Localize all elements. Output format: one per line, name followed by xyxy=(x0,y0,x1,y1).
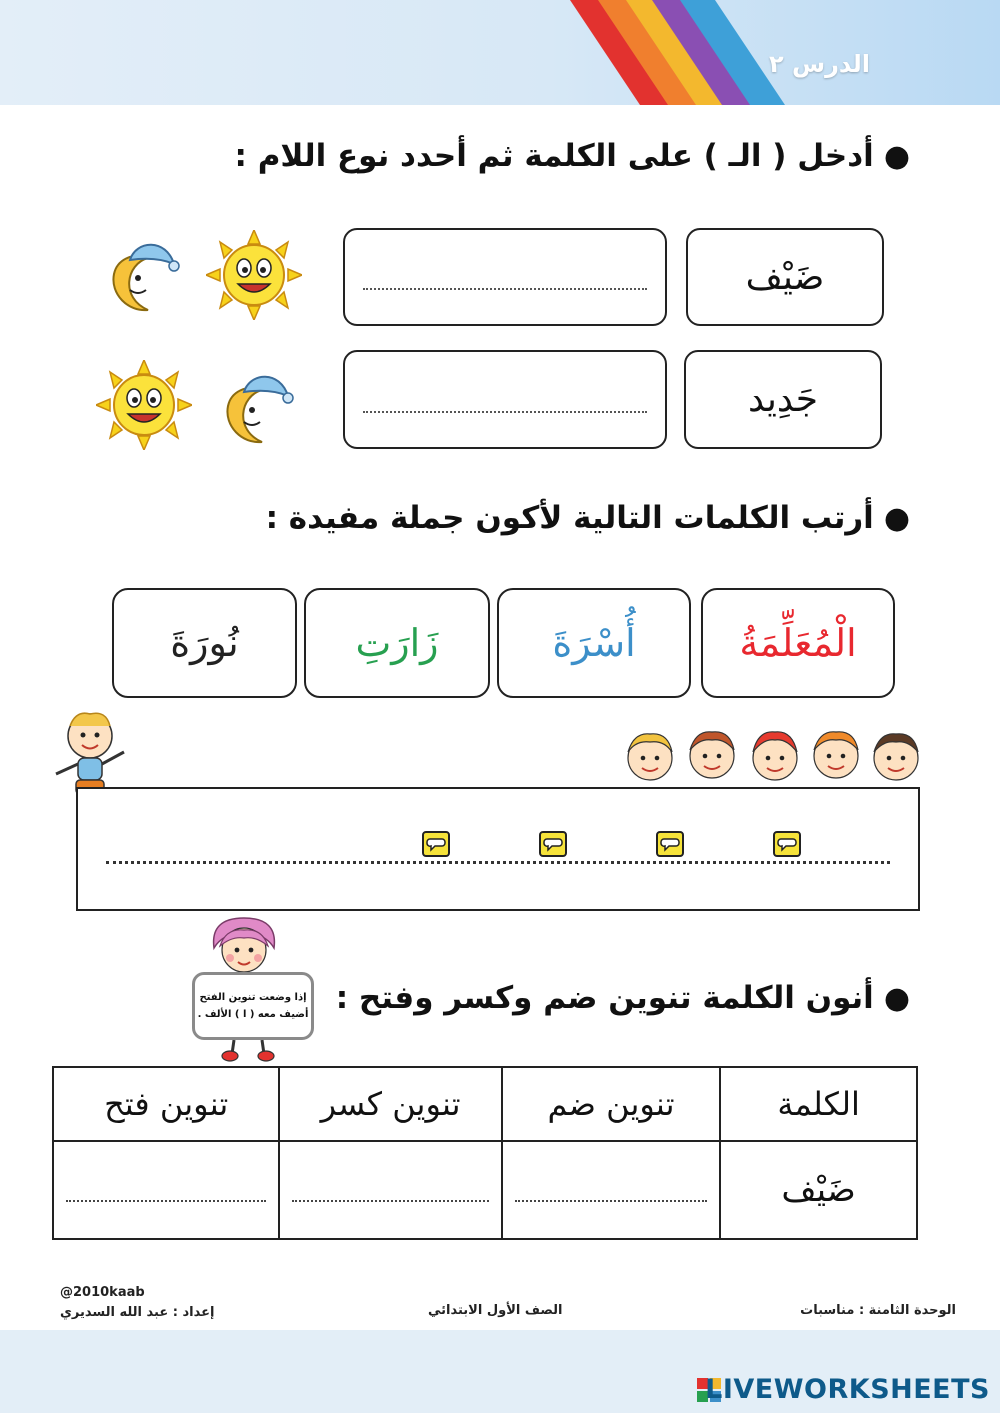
word-text: جَدِيد xyxy=(747,379,819,420)
bullet-icon: ● xyxy=(883,139,910,174)
moon-icon[interactable] xyxy=(108,238,180,318)
sentence-dotted-line xyxy=(106,861,890,864)
bullet-icon: ● xyxy=(883,981,910,1016)
cell-tanween-fath[interactable] xyxy=(53,1141,279,1239)
speech-bubble-icon[interactable] xyxy=(773,831,801,857)
tip-line-1: إذا وضعت تنوين الفتح xyxy=(199,992,307,1003)
section1-heading xyxy=(235,138,911,174)
header-tanween-fath: تنوين فتح xyxy=(53,1067,279,1141)
tip-line-2: أضيف معه ( ا ) الألف . xyxy=(197,1009,309,1020)
tanween-table xyxy=(52,1066,918,1240)
speech-bubble-icon[interactable] xyxy=(539,831,567,857)
cell-dotted-line xyxy=(292,1200,488,1202)
footer-unit: الوحدة الثامنة : مناسبات xyxy=(800,1303,956,1318)
word-box-2 xyxy=(684,350,882,449)
bullet-icon: ● xyxy=(883,501,910,536)
speech-bubble-icon[interactable] xyxy=(656,831,684,857)
word-card-text: زَارَتِ xyxy=(355,621,439,665)
table-word-text: ضَيْف xyxy=(781,1170,856,1210)
header-word: الكلمة xyxy=(720,1067,917,1141)
word-card-text: الْمُعَلِّمَةُ xyxy=(739,621,857,665)
footer-author: إعداد : عبد الله السديري xyxy=(60,1305,215,1320)
liveworksheets-logo[interactable]: LIVEWORKSHEETS xyxy=(705,1374,990,1405)
sentence-answer-strip[interactable] xyxy=(76,787,920,911)
word-text: ضَيْف xyxy=(745,256,825,298)
table-header-row xyxy=(53,1067,917,1141)
section2-heading-text: أرتب الكلمات التالية لأكون جملة مفيدة : xyxy=(265,500,874,536)
cell-dotted-line xyxy=(66,1200,266,1202)
tip-card xyxy=(192,972,314,1040)
cell-tanween-kasr[interactable] xyxy=(279,1141,501,1239)
cell-dotted-line xyxy=(515,1200,707,1202)
sun-icon[interactable] xyxy=(206,230,302,320)
lesson-label: الدرس ٢ xyxy=(768,50,870,78)
answer-dotted-line xyxy=(363,411,647,413)
answer-box-2[interactable] xyxy=(343,350,667,449)
speech-bubble-icon[interactable] xyxy=(422,831,450,857)
header-tanween-damm: تنوين ضم xyxy=(502,1067,720,1141)
word-box-1 xyxy=(686,228,884,326)
answer-box-1[interactable] xyxy=(343,228,667,326)
moon-icon[interactable] xyxy=(222,370,294,450)
section3-heading-text: أنون الكلمة تنوين ضم وكسر وفتح : xyxy=(335,980,874,1016)
answer-dotted-line xyxy=(363,288,647,290)
section2-heading xyxy=(266,500,910,536)
word-card-text: نُورَةَ xyxy=(170,621,239,665)
sun-icon[interactable] xyxy=(96,360,192,450)
table-row xyxy=(53,1141,917,1239)
footer-handle: @2010kaab xyxy=(60,1285,145,1300)
cell-tanween-damm[interactable] xyxy=(502,1141,720,1239)
kids-group-illustration xyxy=(620,722,930,788)
cell-word xyxy=(720,1141,917,1239)
word-card-2[interactable] xyxy=(497,588,691,698)
girl-legs-illustration xyxy=(220,1040,276,1062)
footer-grade: الصف الأول الابتدائي xyxy=(428,1303,563,1318)
word-card-3[interactable] xyxy=(304,588,490,698)
girl-illustration xyxy=(206,914,282,976)
section3-heading xyxy=(336,980,910,1016)
word-card-text: أُسْرَةَ xyxy=(552,621,636,665)
header-tanween-kasr: تنوين كسر xyxy=(279,1067,501,1141)
word-card-1[interactable] xyxy=(701,588,895,698)
section1-heading-text: أدخل ( الـ ) على الكلمة ثم أحدد نوع اللام : xyxy=(234,138,874,174)
word-card-4[interactable] xyxy=(112,588,297,698)
